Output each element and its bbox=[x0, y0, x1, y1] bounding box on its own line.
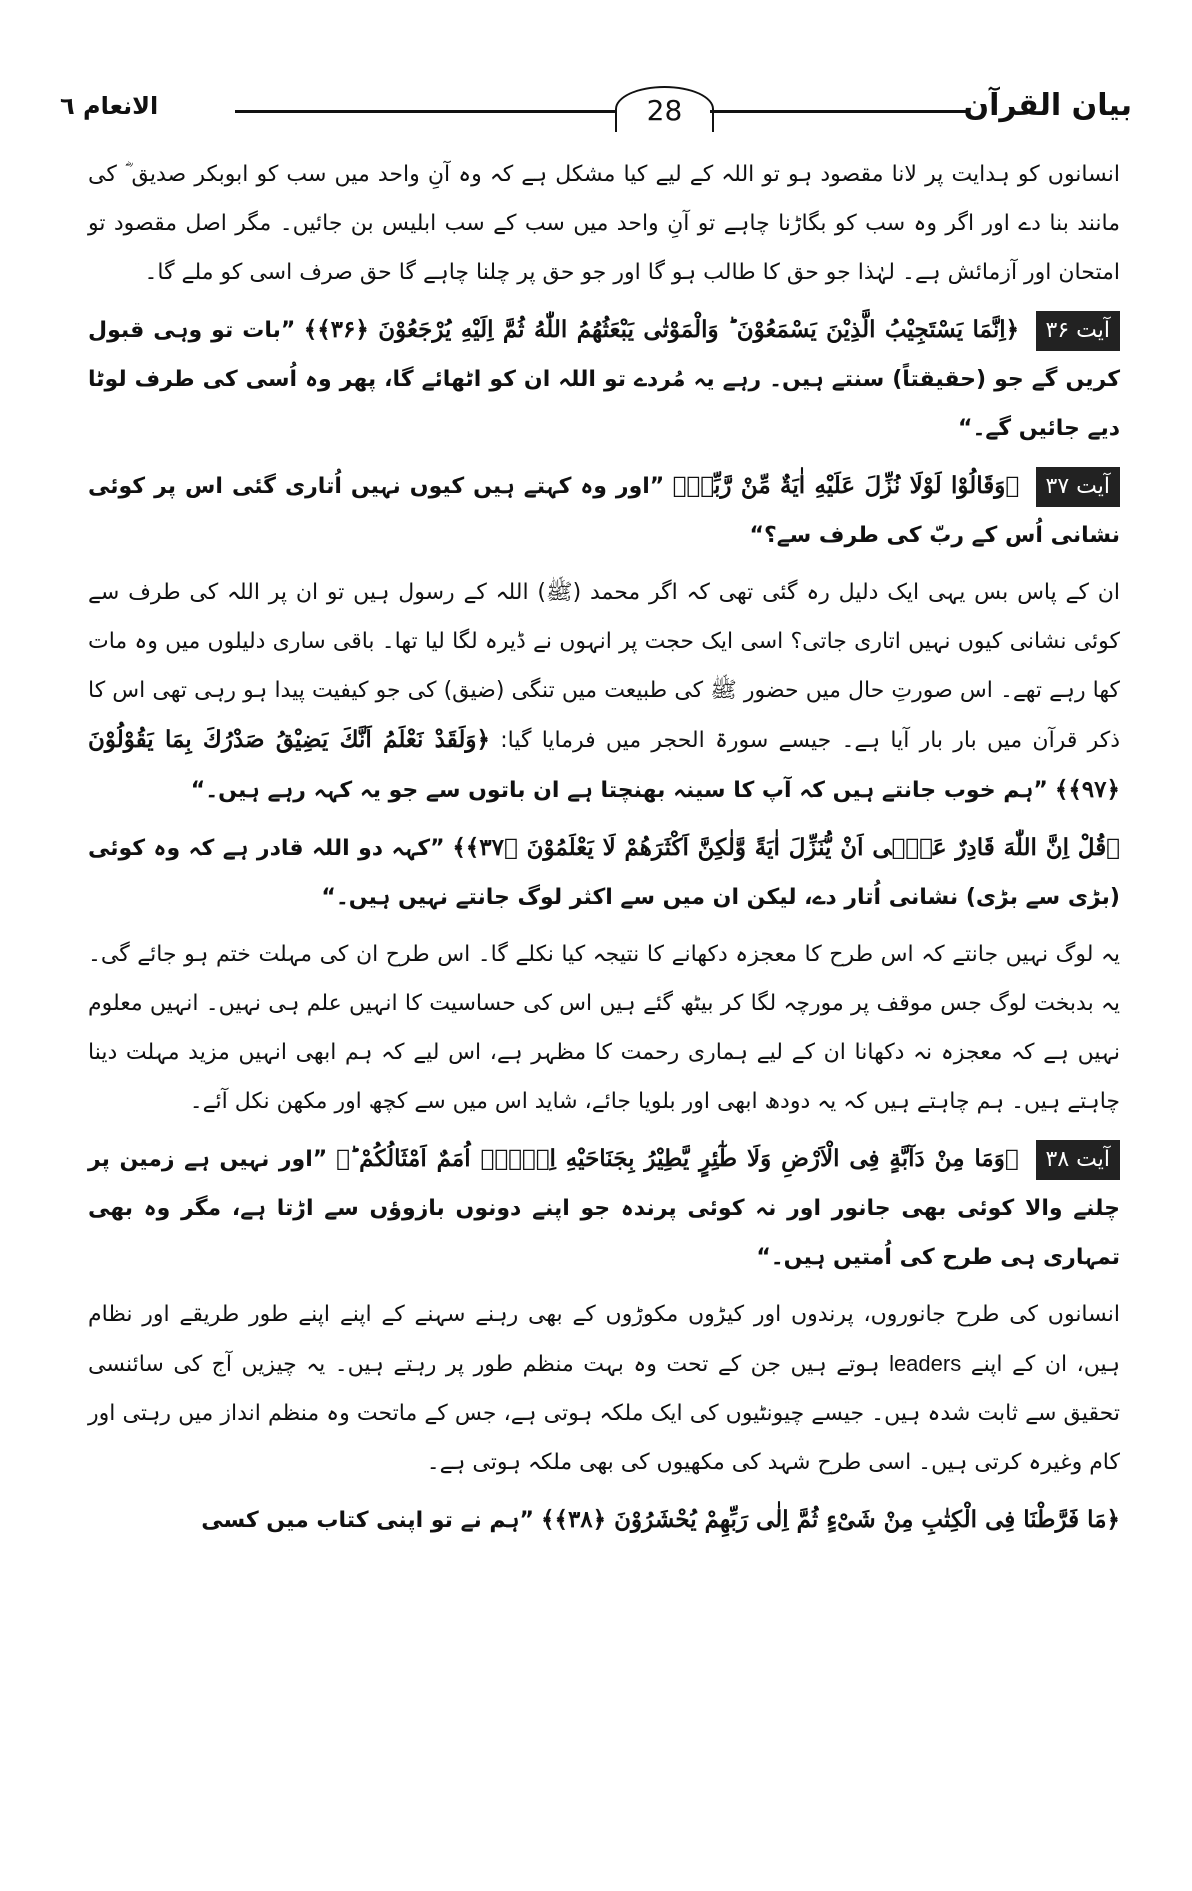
verse-translation: ”اور نہیں ہے زمین پر چلنے والا کوئی بھی جانور اور نہ کوئی پرندہ جو اپنے دونوں بازوؤں سے اڑتا ہے، مگر وہ بھی تمہاری ہی طرح کی اُمتیں ہیں۔“ bbox=[88, 1147, 1120, 1270]
verse-translation: ”کہہ دو اللہ قادر ہے کہ وہ کوئی (بڑی سے بڑی) نشانی اُتار دے، لیکن ان میں سے اکثر لوگ جانتے نہیں ہیں۔“ bbox=[88, 836, 1120, 910]
verse-translation: ”اور وہ کہتے ہیں کیوں نہیں اُتاری گئی اس پر کوئی نشانی اُس کے ربّ کی طرف سے؟“ bbox=[88, 474, 1120, 548]
paragraph-text: ہوتے ہیں جن کے تحت وہ بہت منظم طور پر رہتے ہیں۔ یہ چیزیں آج کی سائنسی تحقیق سے ثابت شدہ ہیں۔ جیسے چیونٹیوں کی ایک ملکہ ہوتی ہے، جس کے ماتحت وہ منظم انداز میں رہتی اور کام وغیرہ کرتی ہیں۔ اسی طرح شہد کی مکھیوں کی بھی ملکہ ہوتی ہے۔ bbox=[88, 1352, 1120, 1475]
latin-word: leaders bbox=[889, 1351, 962, 1376]
ayah-36-block bbox=[88, 305, 1120, 453]
ayah-marker: آیت ۳۷ bbox=[1036, 467, 1120, 507]
verse-translation: ”ہم نے تو اپنی کتاب میں کسی bbox=[201, 1508, 534, 1533]
quran-verse: ﴿وَمَا مِنْ دَآبَّةٍ فِی الْاَرْضِ وَلَا طٰٓئِرٍ یَّطِیْرُ بِجَنَاحَیْهِ اِلَّاۤ اُمَمٌ اَمْثَالُكُمْ ؕ﴾ bbox=[336, 1145, 1019, 1172]
commentary-hijr bbox=[88, 568, 1120, 815]
quran-verse: ﴿اِنَّمَا یَسْتَجِیْبُ الَّذِیْنَ یَسْمَعُوْنَ ؕ وَالْمَوْتٰی یَبْعَثُهُمُ اللّٰهُ ثُمَّ اِلَیْهِ یُرْجَعُوْنَ ﴿۳۶﴾﴾ bbox=[303, 316, 1020, 343]
quran-verse: ﴿مَا فَرَّطْنَا فِی الْكِتٰبِ مِنْ شَیْءٍ ثُمَّ اِلٰی رَبِّهِمْ یُحْشَرُوْنَ ﴿۳۸﴾﴾ bbox=[541, 1506, 1120, 1533]
book-title: بیان القرآن bbox=[963, 88, 1132, 123]
verse-qul-block bbox=[88, 823, 1120, 922]
quran-verse: ﴿قُلْ اِنَّ اللّٰهَ قَادِرٌ عَلٰۤی اَنْ یُّنَزِّلَ اٰیَةً وَّلٰكِنَّ اَكْثَرَهُمْ لَا یَعْلَمُوْنَ ﴿۳۷﴾﴾ bbox=[452, 834, 1120, 861]
ayah-marker: آیت ۳۶ bbox=[1036, 311, 1120, 351]
paragraph-text: ان کے پاس بس یہی ایک دلیل رہ گئی تھی کہ اگر محمد (ﷺ) اللہ کے رسول ہیں تو ان پر اللہ کی طرف سے کوئی نشانی کیوں نہیں اتاری جاتی؟ اسی ایک حجت پر انہوں نے ڈیرہ لگا لیا تھا۔ باقی ساری دلیلوں میں وہ مات کھا رہے تھے۔ اس صورتِ حال میں حضور ﷺ کی طبیعت میں تنگی (ضیق) کی جو کیفیت پیدا ہو رہی تھی اس کا ذکر قرآن میں بار بار آیا ہے۔ جیسے سورۃ الحجر میں فرمایا گیا: bbox=[88, 580, 1120, 753]
quran-verse: ﴿وَقَالُوْا لَوْلَا نُزِّلَ عَلَیْهِ اٰیَةٌ مِّنْ رَّبِّهٖ﴾ bbox=[672, 472, 1020, 499]
page-number: 28 bbox=[615, 86, 714, 132]
quran-verse: ﴿وَلَقَدْ نَعْلَمُ اَنَّكَ یَضِیْقُ صَدْرُكَ بِمَا یَقُوْلُوْنَ ﴿۹۷﴾﴾ bbox=[88, 726, 1120, 803]
commentary-miracle bbox=[88, 930, 1120, 1126]
header-rule-left bbox=[235, 110, 615, 113]
page-body bbox=[88, 150, 1120, 1545]
paragraph-intro bbox=[88, 150, 1120, 297]
verse-translation: ”ہم خوب جانتے ہیں کہ آپ کا سینہ بھنچتا ہے ان باتوں سے جو یہ کہہ رہے ہیں۔“ bbox=[190, 778, 1048, 803]
header-rule-right bbox=[710, 110, 968, 113]
ayah-37-block bbox=[88, 461, 1120, 560]
paragraph-text: انسانوں کو ہدایت پر لانا مقصود ہو تو اللہ کے لیے کیا مشکل ہے کہ وہ آنِ واحد میں سب کو ابوبکر صدیق ؓ کی مانند بنا دے اور اگر وہ سب کو بگاڑنا چاہے تو آنِ واحد میں سب کے سب ابلیس بن جائیں۔ مگر اصل مقصود تو امتحان اور آزمائش ہے۔ لہٰذا جو حق کا طالب ہو گا اور جو حق پر چلنا چاہے گا حق صرف اسی کو ملے گا۔ bbox=[88, 162, 1120, 285]
ayah-38-block bbox=[88, 1134, 1120, 1282]
verse-farratna-block bbox=[88, 1495, 1120, 1545]
paragraph-text: یہ لوگ نہیں جانتے کہ اس طرح کا معجزہ دکھانے کا نتیجہ کیا نکلے گا۔ اس طرح ان کی مہلت ختم ہو جائے گی۔ یہ بدبخت لوگ جس موقف پر مورچہ لگا کر بیٹھ گئے ہیں اس کی حساسیت کا انہیں علم ہی نہیں۔ انہیں معلوم نہیں ہے کہ معجزہ نہ دکھانا ان کے لیے ہماری رحمت کا مظہر ہے، اس لیے کہ ہم ابھی انہیں مزید مہلت دینا چاہتے ہیں۔ ہم چاہتے ہیں کہ یہ دودھ ابھی اور بلویا جائے، شاید اس میں سے کچھ اور مکھن نکل آئے۔ bbox=[88, 942, 1120, 1114]
ayah-marker: آیت ۳۸ bbox=[1036, 1140, 1120, 1180]
paragraph-text: انسانوں کی طرح جانوروں، پرندوں اور کیڑوں مکوڑوں کے بھی رہنے سہنے کے اپنے اپنے طور طریقے اور نظام ہیں، ان کے اپنے bbox=[88, 1302, 1120, 1377]
commentary-animals bbox=[88, 1290, 1120, 1487]
verse-translation: ”بات تو وہی قبول کریں گے جو (حقیقتاً) سنتے ہیں۔ رہے یہ مُردے تو اللہ ان کو اٹھائے گا، پھر وہ اُسی کی طرف لوٹا دیے جائیں گے۔“ bbox=[88, 318, 1120, 441]
page-header bbox=[60, 88, 1132, 138]
surah-label: الانعام ٦ bbox=[60, 92, 159, 120]
